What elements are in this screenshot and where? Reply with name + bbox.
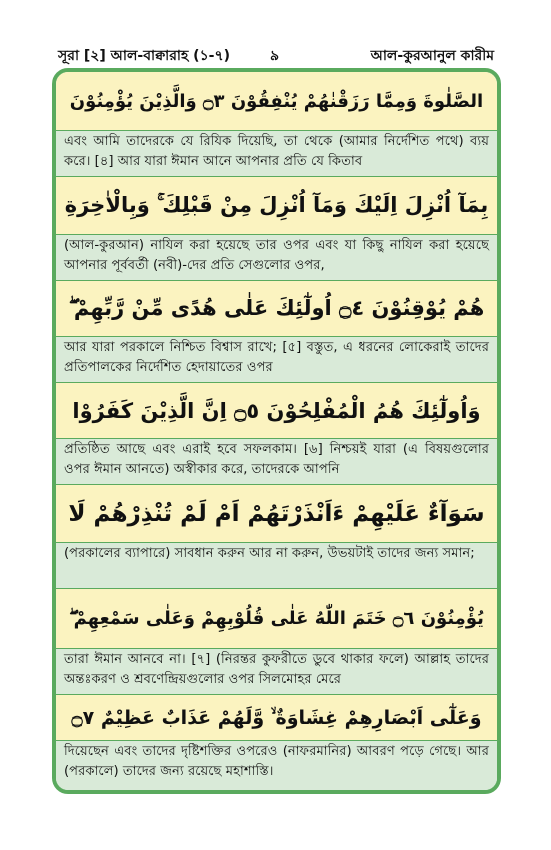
page-header	[52, 40, 500, 66]
arabic-line	[56, 694, 497, 740]
arabic-text: وَاُولٰٓئِكَ هُمُ الْمُفْلِحُوْنَ ۝٥ اِنَّ الَّذِيْنَ كَفَرُوْا	[72, 398, 481, 423]
arabic-line	[56, 176, 497, 234]
arabic-text: بِمَآ اُنْزِلَ اِلَيْكَ وَمَآ اُنْزِلَ مِنْ قَبْلِكَ ۚ وَبِالْاٰخِرَةِ	[64, 193, 489, 217]
arabic-line	[56, 588, 497, 648]
arabic-text: هُمْ يُوْقِنُوْنَ ۝٤ اُولٰٓئِكَ عَلٰى هُدًى مِّنْ رَّبِّهِمْ ۖ	[68, 296, 485, 320]
arabic-line	[56, 72, 497, 130]
arabic-text: سَوَآءٌ عَلَيْهِمْ ءَاَنْذَرْتَهُمْ اَمْ لَمْ تُنْذِرْهُمْ لَا	[68, 500, 485, 527]
arabic-text: الصَّلٰوةَ وَمِمَّا رَزَقْنٰهُمْ يُنْفِقُوْنَ ۝٣ وَالَّذِيْنَ يُؤْمِنُوْنَ	[69, 90, 484, 112]
translation-block: প্রতিষ্ঠিত আছে এবং এরাই হবে সফলকাম। [৬] নিশ্চয়ই যারা (এ বিষয়গুলোর ওপর ঈমান আনতে) অস্বীকার করে, তাদেরকে আপনি	[56, 438, 497, 484]
book-title: আল-কুরআনুল কারীম	[370, 48, 494, 64]
translation-block: তারা ঈমান আনবে না। [৭] (নিরন্তর কুফরীতে ডুবে থাকার ফলে) আল্লাহ তাদের অন্তঃকরণ ও শ্রবণেন্দ্রিয়গুলোর ওপর সিলমোহর মেরে	[56, 648, 497, 694]
arabic-text: وَعَلٰٓى اَبْصَارِهِمْ غِشَاوَةٌ ۙ وَّلَهُمْ عَذَابٌ عَظِيْمٌ ۝٧	[71, 706, 482, 729]
translation-block: দিয়েছেন এবং তাদের দৃষ্টিশক্তির ওপরেও (নাফরমানির) আবরণ পড়ে গেছে। আর (পরকালে) তাদের জন্য রয়েছে মহাশাস্তি।	[56, 740, 497, 790]
page-number: ৯	[270, 48, 280, 64]
arabic-line	[56, 484, 497, 542]
translation-block: আর যারা পরকালে নিশ্চিত বিশ্বাস রাখে; [৫] বস্তুত, এ ধরনের লোকেরাই তাদের প্রতিপালকের নির্দেশিত হেদায়াতের ওপর	[56, 336, 497, 382]
surah-title: সূরা [২] আল-বাক্বারাহ (১-৭)	[58, 48, 230, 64]
translation-block: এবং আমি তাদেরকে যে রিযিক দিয়েছি, তা থেকে (আমার নির্দেশিত পথে) ব্যয় করে। [৪] আর যারা ঈমান আনে আপনার প্রতি যে কিতাব	[56, 130, 497, 176]
arabic-text: يُؤْمِنُوْنَ ۝٦ خَتَمَ اللّٰهُ عَلٰى قُلُوْبِهِمْ وَعَلٰى سَمْعِهِمْ ۖ	[69, 608, 484, 629]
arabic-line	[56, 280, 497, 336]
translation-block: (পরকালের ব্যাপারে) সাবধান করুন আর না করুন, উভয়টাই তাদের জন্য সমান;	[56, 542, 497, 588]
page-frame	[52, 68, 501, 794]
translation-block: (আল-কুরআন) নাযিল করা হয়েছে তার ওপর এবং যা কিছু নাযিল করা হয়েছে আপনার পূর্ববর্তী (নবী)-দের প্রতি সেগুলোর ওপর,	[56, 234, 497, 280]
arabic-line	[56, 382, 497, 438]
